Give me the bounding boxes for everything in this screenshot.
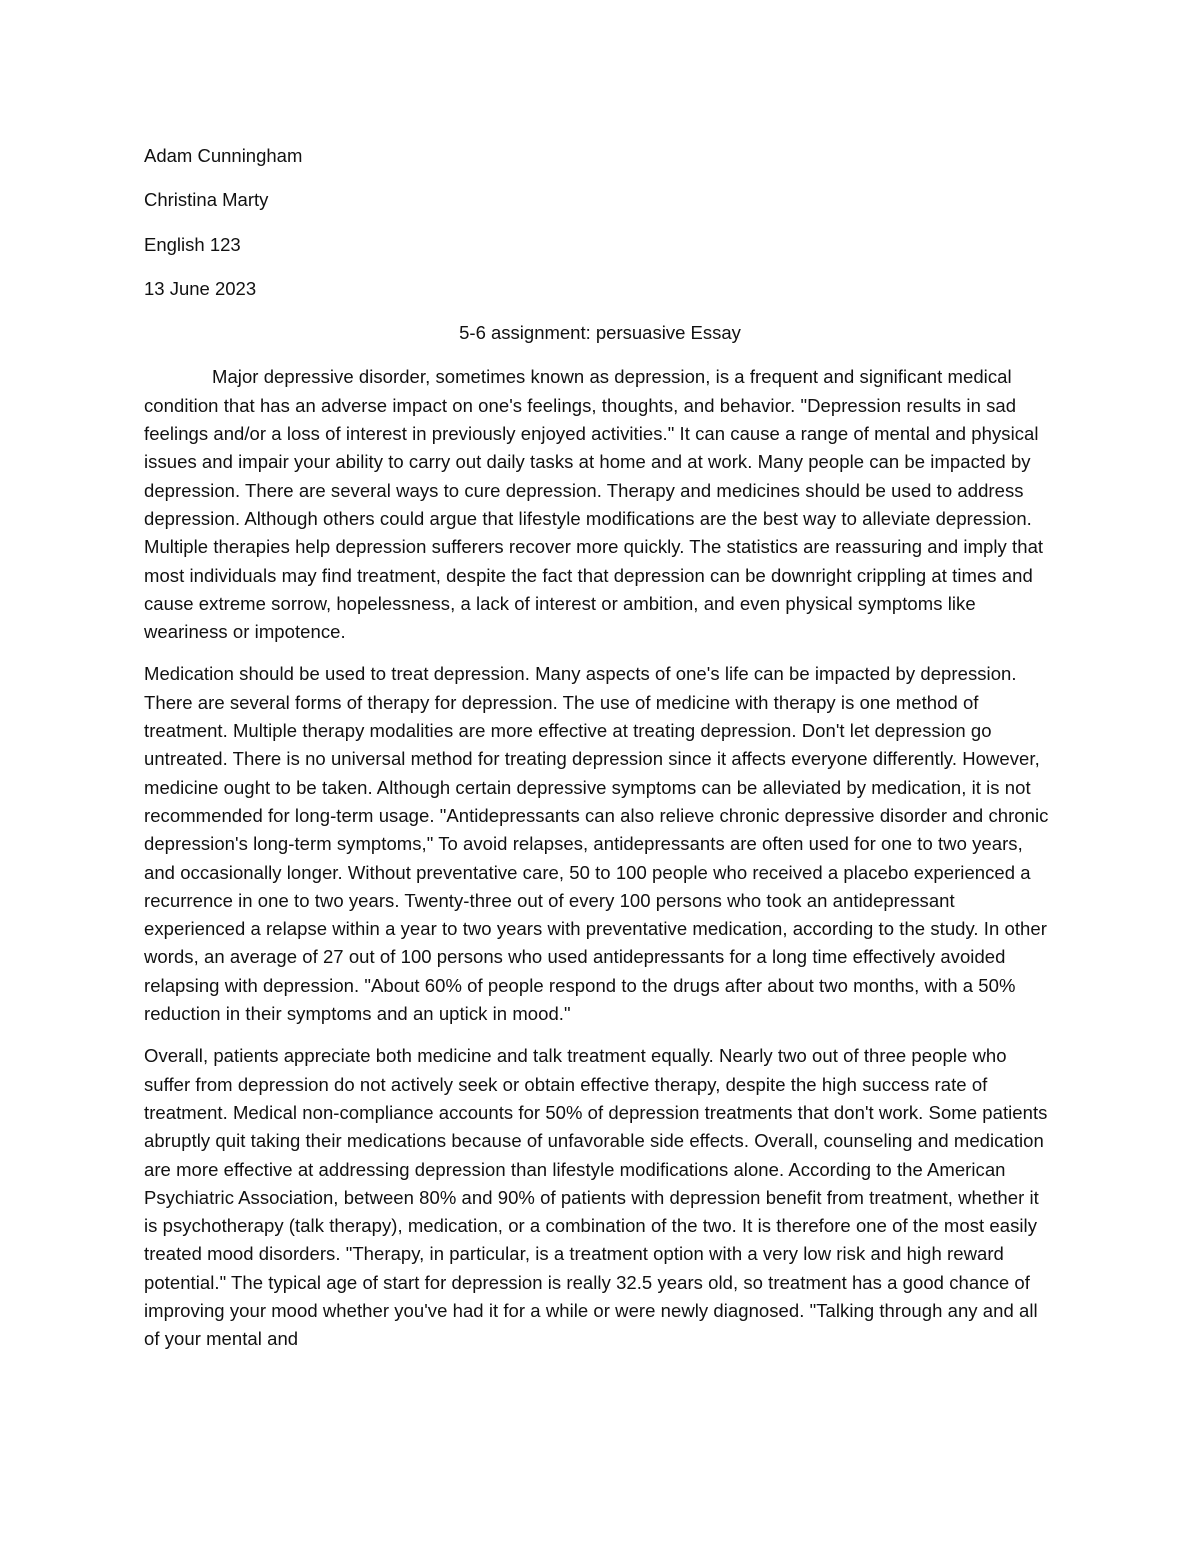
author-name: Adam Cunningham <box>144 145 303 166</box>
paragraph-treatment: Overall, patients appreciate both medicine and talk treatment equally. Nearly two out of three people who suffer from depression do not actively seek or obtain effective therapy, despite the high success rate of treatment. Medical non-compliance accounts for 50% of depression treatments that don't work. Some patients abruptly quit taking their medications because of unfavorable side effects. Overall, counseling and medication are more effective at addressing depression than lifestyle modifications alone. According to the American Psychiatric Association, between 80% and 90% of patients with depression benefit from treatment, whether it is psychotherapy (talk therapy), medication, or a combination of the two. It is therefore one of the most easily treated mood disorders. "Therapy, in particular, is a treatment option with a very low risk and high reward potential." The typical age of start for depression is really 32.5 years old, so treatment has a good chance of improving your mood whether you've had it for a while or were newly diagnosed. "Talking through any and all of your mental and <box>144 1045 1048 1350</box>
instructor-name: Christina Marty <box>144 189 269 211</box>
essay-date: 13 June 2023 <box>144 277 257 299</box>
paragraph-intro: Major depressive disorder, sometimes known as depression, is a frequent and significant medical condition that has an adverse impact on one's feelings, thoughts, and behavior. "Depression results in sad feelings and/or a loss of interest in previously enjoyed activities." It can cause a range of mental and physical issues and impair your ability to carry out daily tasks at home and at work. Many people can be impacted by depression. There are several ways to cure depression. Therapy and medicines should be used to address depression. Although others could argue that lifestyle modifications are the best way to alleviate depression. Multiple therapies help depression sufferers recover more quickly. The statistics are reassuring and imply that most individuals may find treatment, despite the fact that depression can be downright crippling at times and cause extreme sorrow, hopelessness, a lack of interest or ambition, and even physical symptoms like weariness or impotence. <box>144 366 1044 643</box>
course-name: English 123 <box>144 233 241 255</box>
essay-title: 5-6 assignment: persuasive Essay <box>459 322 741 344</box>
paragraph-medication: Medication should be used to treat depression. Many aspects of one's life can be impacted by depression. There are several forms of therapy for depression. The use of medicine with therapy is one method of treatment. Multiple therapy modalities are more effective at treating depression. Don't let depression go untreated. There is no universal method for treating depression since it affects everyone differently. However, medicine ought to be taken. Although certain depressive symptoms can be alleviated by medication, it is not recommended for long-term usage. "Antidepressants can also relieve chronic depressive disorder and chronic depression's long-term symptoms," To avoid relapses, antidepressants are often used for one to two years, and occasionally longer. Without preventative care, 50 to 100 people who received a placebo experienced a recurrence in one to two years. Twenty-three out of every 100 persons who took an antidepressant experienced a relapse within a year to two years with preventative medication, according to the study. In other words, an average of 27 out of 100 persons who used antidepressants for a long time effectively avoided relapsing with depression. "About 60% of people respond to the drugs after about two months, with a 50% reduction in their symptoms and an uptick in mood." <box>144 663 1049 1025</box>
document-body <box>144 142 1056 1368</box>
